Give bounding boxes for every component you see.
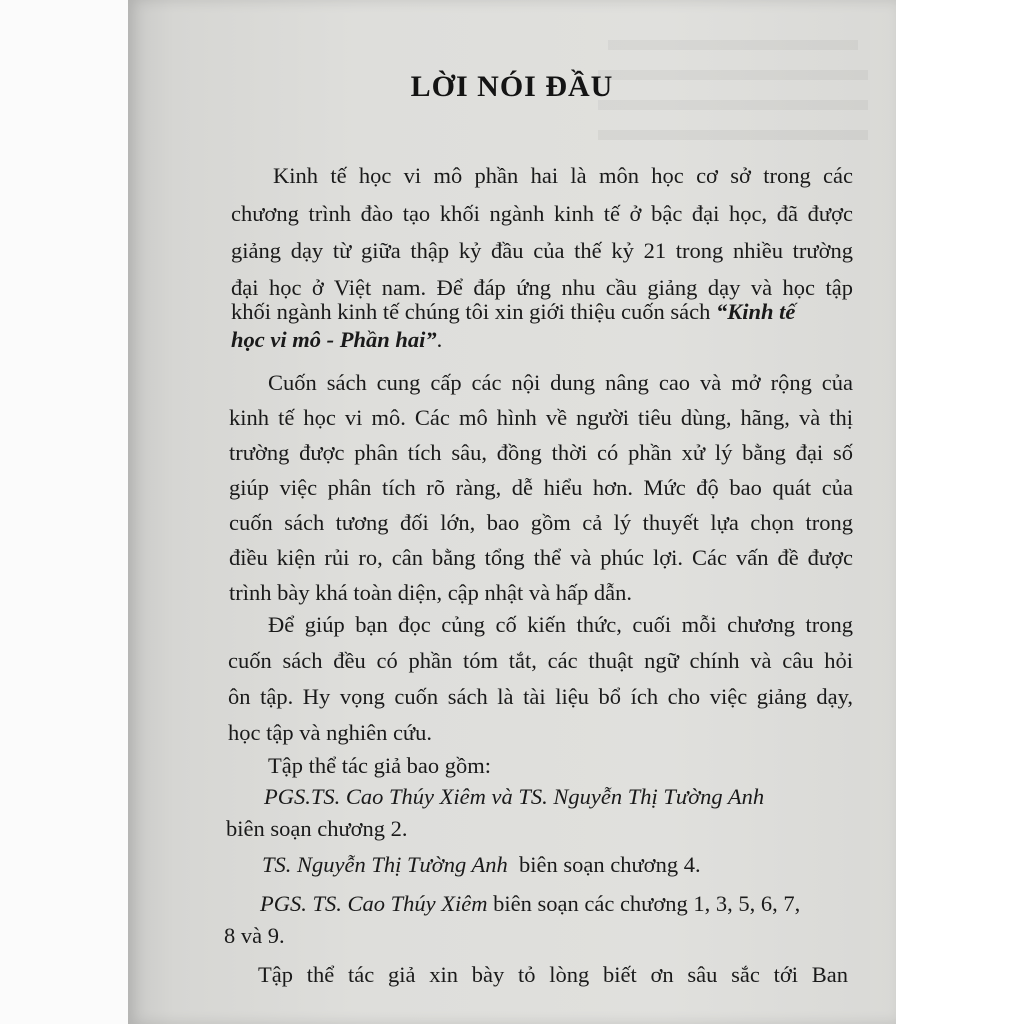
author-3-name: PGS. TS. Cao Thúy Xiêm [260, 891, 488, 916]
bleed-through-line [608, 40, 858, 50]
closing-line: Tập thể tác giả xin bày tỏ lòng biết ơn sâu sắc tới Ban [258, 962, 848, 987]
book-title-part-2: học vi mô - Phần hai” [231, 327, 437, 352]
paragraph-2-line-3: trường được phân tích sâu, đồng thời có phần xử lý bằng đại số [229, 440, 853, 465]
author-3 [260, 893, 800, 916]
page-title: LỜI NÓI ĐẦU [410, 70, 614, 103]
paragraph-3-line-4: học tập và nghiên cứu. [228, 720, 433, 745]
book-title-part-1: “Kinh tế [715, 299, 796, 324]
author-2-name: TS. Nguyễn Thị Tường Anh [262, 852, 508, 877]
paragraph-1-line-4: đại học ở Việt nam. Để đáp ứng nhu cầu giảng dạy và học tập [231, 275, 853, 300]
paragraph-2-line-5: cuốn sách tương đối lớn, bao gồm cả lý thuyết lựa chọn trong [229, 510, 853, 535]
paragraph-3-line-1: Để giúp bạn đọc củng cố kiến thức, cuối mỗi chương trong [268, 612, 853, 637]
author-3-role-line-2: 8 và 9. [224, 923, 285, 948]
paragraph-1-line-2: chương trình đào tạo khối ngành kinh tế ở bậc đại học, đã được [231, 201, 853, 226]
bleed-through-line [598, 130, 868, 140]
paragraph-3-line-2: cuốn sách đều có phần tóm tắt, các thuật ngữ chính và câu hỏi [228, 648, 853, 673]
paragraph-1-line-5-text: khối ngành kinh tế chúng tôi xin giới thiệu cuốn sách [231, 299, 716, 324]
author-1-name: PGS.TS. Cao Thúy Xiêm và TS. Nguyễn Thị Tường Anh [264, 784, 765, 809]
author-2-role: biên soạn chương 4. [507, 852, 701, 877]
author-2 [262, 854, 701, 877]
right-margin [896, 0, 1024, 1024]
paragraph-1-line-3: giảng dạy từ giữa thập kỷ đầu của thế kỷ 21 trong nhiều trường [231, 238, 853, 263]
book-page [128, 0, 896, 1024]
paragraph-2-line-1: Cuốn sách cung cấp các nội dung nâng cao và mở rộng của [268, 370, 853, 395]
left-margin [0, 0, 128, 1024]
paragraph-2-line-4: giúp việc phân tích rõ ràng, dễ hiểu hơn. Mức độ bao quát của [229, 475, 853, 500]
author-1-role: biên soạn chương 2. [226, 816, 408, 841]
paragraph-2-line-6: điều kiện rủi ro, cân bằng tổng thể và phúc lợi. Các vấn đề được [229, 545, 853, 570]
paragraph-1-line-5 [231, 301, 795, 324]
paragraph-2-line-7: trình bày khá toàn diện, cập nhật và hấp dẫn. [229, 580, 632, 605]
paragraph-1-line-6-end: . [436, 327, 443, 352]
paragraph-3-line-3: ôn tập. Hy vọng cuốn sách là tài liệu bổ ích cho việc giảng dạy, [228, 684, 853, 709]
paragraph-2-line-2: kinh tế học vi mô. Các mô hình về người tiêu dùng, hãng, và thị [229, 405, 853, 430]
authors-intro: Tập thể tác giả bao gồm: [268, 753, 492, 778]
author-3-role-line-1: biên soạn các chương 1, 3, 5, 6, 7, [487, 891, 801, 916]
paragraph-1-line-6 [231, 329, 442, 352]
paragraph-1-line-1: Kinh tế học vi mô phần hai là môn học cơ sở trong các [273, 163, 853, 188]
